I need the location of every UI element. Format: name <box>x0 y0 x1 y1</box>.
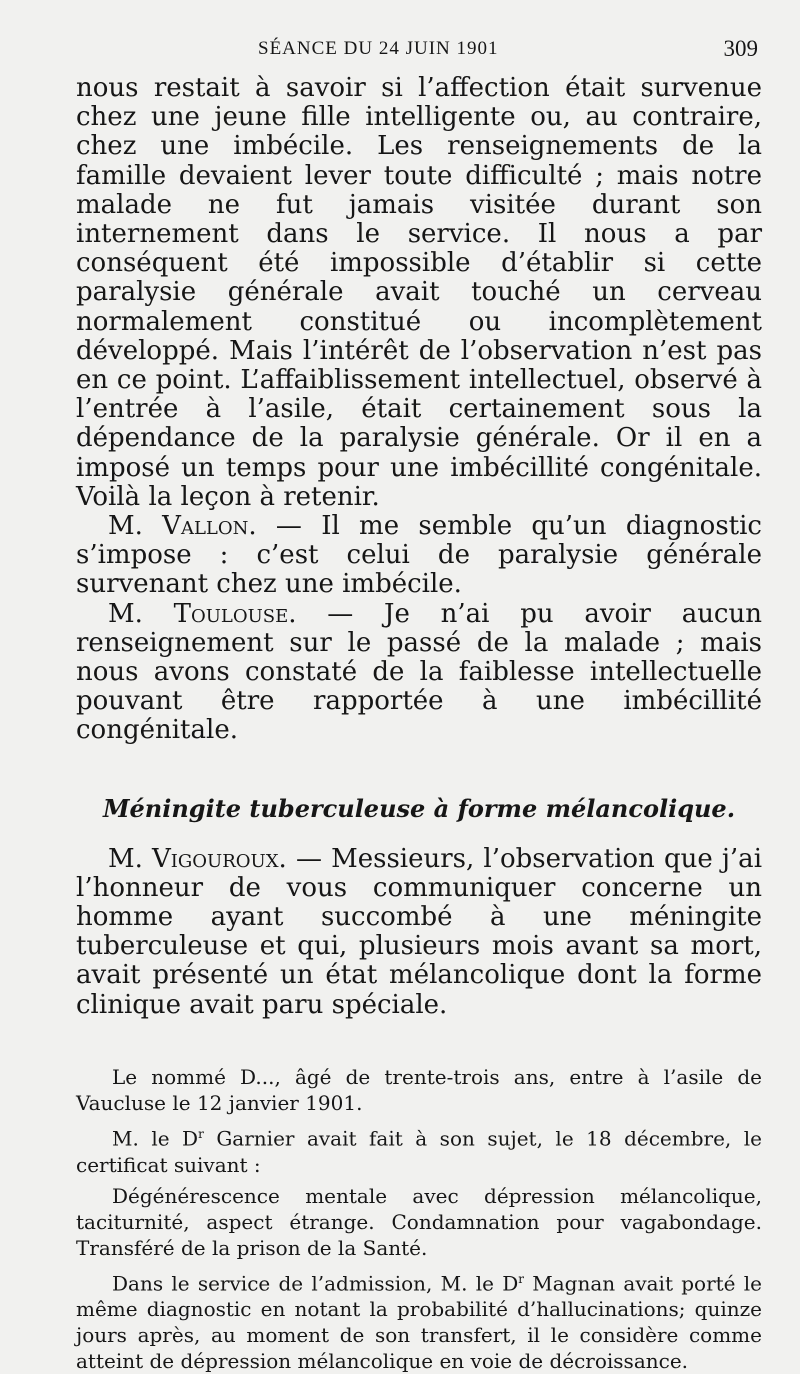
paragraph-text: — Je n’ai pu avoir aucun renseignement sur le passé de la malade ; mais nous avons constaté de la faiblesse intellectuelle pouvant être rapportée à une imbécillité congénitale. <box>76 598 762 746</box>
speaker-name: M. Vigouroux. <box>108 843 287 874</box>
paragraph-text: nous restait à savoir si l’affection était survenue chez une jeune fille intelligente ou, au contraire, chez une imbécile. Les renseignements de la famille devaient lever toute difficulté ; mais notre malade ne fut jamais visitée durant son internement dans le service. Il nous a par conséquent été impossible d’établir si cette paralysie générale avait touché un cerveau normalement constitué ou incomplètement développé. Mais l’intérêt de l’observation n’est pas en ce point. L’affaiblissement intellectuel, observé à l’entrée à l’asile, était certainement sous la dépendance de la paralysie générale. Or il en a imposé un temps pour une imbécillité congénitale. Voilà la leçon à retenir. <box>76 73 762 512</box>
running-title: SÉANCE DU 24 JUIN 1901 <box>258 38 499 59</box>
speaker-name: M. Toulouse. <box>108 598 297 629</box>
case-paragraph: Le nommé D..., âgé de trente-trois ans, entre à l’asile de Vaucluse le 12 janvier 1901. <box>76 1064 762 1115</box>
page-number: 309 <box>723 36 758 61</box>
case-text: Magnan avait porté le même diagnostic en notant la probabilité d’hallucinations; quinze jours après, au moment de son transfert, il le considère comme atteint de dépression mélancolique en voie de décroissance. <box>76 1271 762 1374</box>
section-heading: Méningite tuberculeuse à forme mélancolique. <box>102 793 736 823</box>
case-text: M. le D <box>112 1126 199 1151</box>
paragraph-text: — Messieurs, l’observation que j’ai l’honneur de vous communiquer concerne un homme ayant succombé à une méningite tuberculeuse et qui, plusieurs mois avant sa mort, avait présenté un état mélancolique dont la forme clinique avait paru spéciale. <box>76 843 763 1020</box>
speaker-name: M. Vallon. <box>108 511 257 542</box>
case-paragraph <box>76 1266 762 1374</box>
intervention-toulouse <box>76 600 762 746</box>
case-report <box>76 1064 762 1374</box>
case-text: Garnier avait fait à son sujet, le 18 décembre, le certificat suivant : <box>76 1126 762 1177</box>
paragraph-text: — Il me semble qu’un diagnostic s’impose : c’est celui de paralysie générale survenant chez une imbécile. <box>76 511 762 600</box>
superscript: r <box>518 1271 525 1286</box>
running-header <box>76 34 762 74</box>
certificate-text: Dégénérescence mentale avec dépression mélancolique, taciturnité, aspect étrange. Condamnation pour vagabondage. Transféré de la prison de la Santé. <box>76 1183 762 1260</box>
intervention-vallon <box>76 512 762 600</box>
case-text: Dans le service de l’admission, M. le D <box>112 1271 519 1296</box>
body-paragraph <box>76 74 762 512</box>
case-paragraph <box>76 1121 762 1178</box>
intervention-vigouroux <box>76 845 762 1020</box>
superscript: r <box>198 1126 204 1141</box>
